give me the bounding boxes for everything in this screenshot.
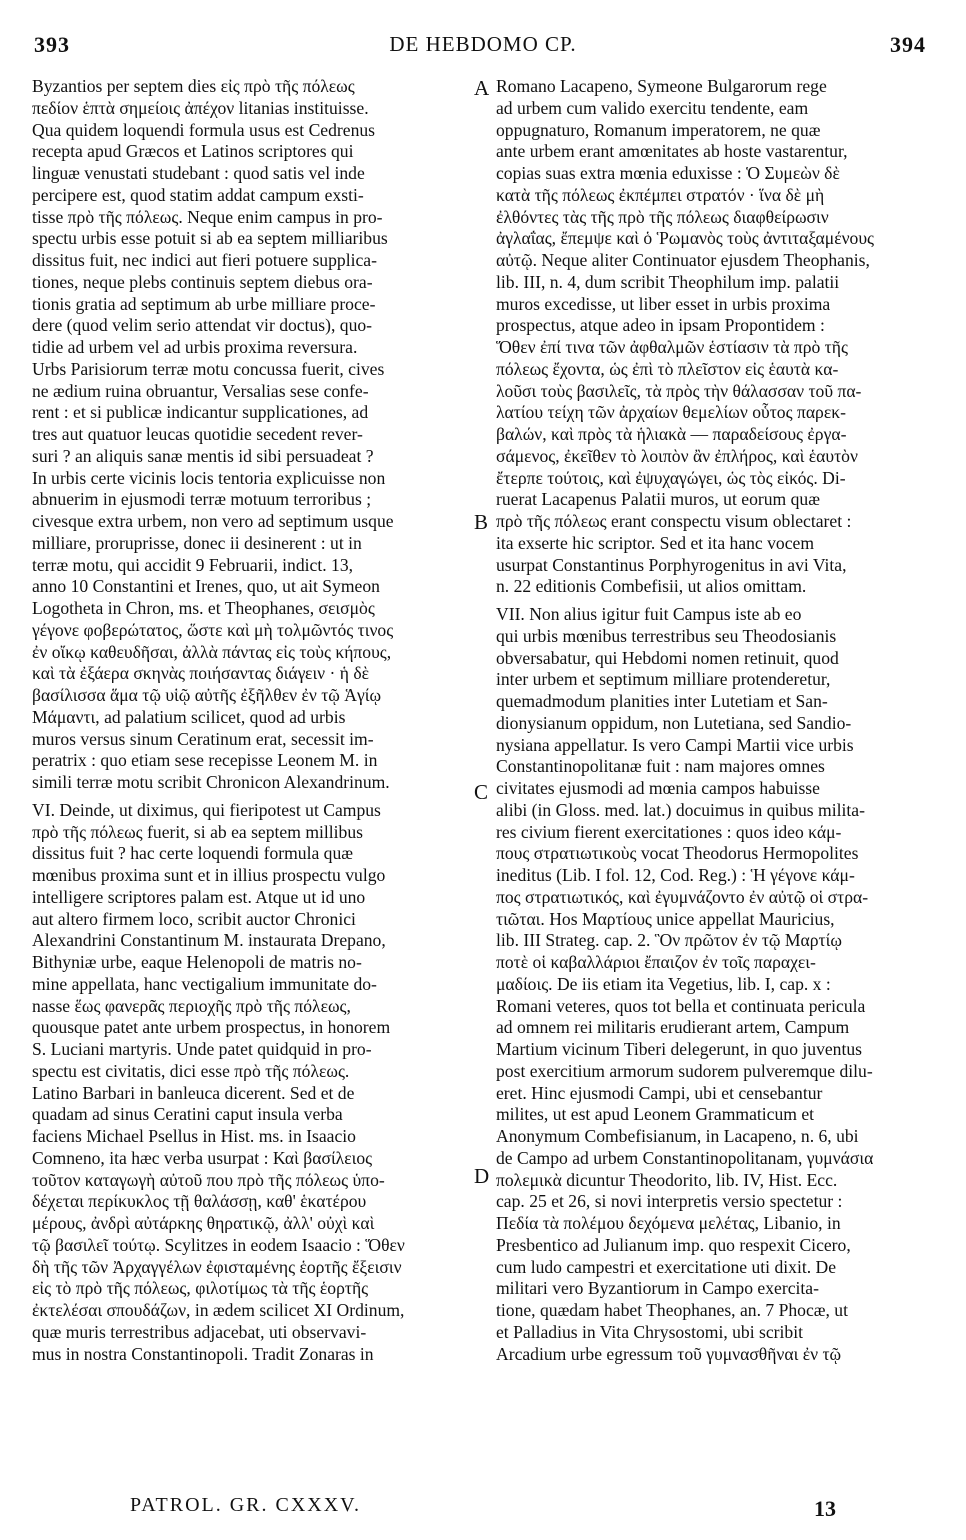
text-line: linguæ venustati studebant : quod satis vel inde	[32, 163, 365, 183]
text-line: σάμενος, ἐκεῖθεν τὸ λοιπὸν ἂν ἐπλήρος, καὶ ἑαυτὸν	[496, 445, 858, 466]
text-line: Πεδία τὰ πολέμου δεχόμενα μελέτας, Libanio, in	[496, 1213, 841, 1233]
running-title: DE HEBDOMO CP.	[389, 32, 577, 56]
text-line: πολεμικὰ dicuntur Theodorito, lib. IV, Hist. Ecc.	[496, 1169, 838, 1190]
text-line: πρὸ τῆς πόλεως erant conspectu visum oblectaret :	[496, 511, 852, 531]
text-line: recepta apud Græcos et Latinos scriptores qui	[32, 141, 354, 162]
text-line: πρὸ τῆς πόλεως fuerit, si ab ea septem millibus	[32, 821, 363, 842]
text-line: dissitus fuit ? hac certe loquendi formula quæ	[32, 843, 354, 864]
text-line: ἔτερπε τούτοις, καὶ ἐψυχαγώγει, ὡς τὸς εἰκός. Di-	[496, 467, 846, 488]
text-line: ad omnem rei militaris erudierant artem, Campum	[496, 1017, 850, 1038]
text-line: simili terræ motu scribit Chronicon Alexandrinum.	[32, 772, 390, 792]
text-line: tione, quædam habet Theophanes, an. 7 Phocæ, ut	[496, 1300, 848, 1320]
text-line: Romano Lacapeno, Symeone Bulgarorum rege	[496, 76, 827, 96]
text-line: peratrix : quo etiam sese recepisse Leonem M. in	[32, 750, 378, 771]
text-line: cum ludo campestri et exercitatione uti dixit. De	[496, 1256, 837, 1277]
text-line: qui urbis mœnibus terrestribus seu Theodosianis	[496, 625, 837, 646]
page-number-left: 393	[34, 32, 70, 57]
text-line: In urbis certe vicinis locis tentoria explicuisse non	[32, 467, 386, 488]
text-line: nasse ἕως φανερᾶς περιοχῆς πρὸ τῆς πόλεως,	[32, 995, 351, 1016]
text-line: oppugnaturo, Romanum imperatorem, ne quæ	[496, 119, 821, 140]
text-line: Μάμαντι, ad palatium scilicet, quod ad urbis	[32, 706, 346, 727]
margin-marker-b: B	[474, 510, 489, 534]
text-line: spectu est civitatis, dici esse πρὸ τῆς πόλεως.	[32, 1060, 350, 1081]
text-line: Alexandrini Constantinum M. instaurata Drepano,	[32, 930, 386, 951]
text-line: mus in nostra Constantinopoli. Tradit Zonaras in	[32, 1343, 374, 1364]
text-line: suri ? an aliquis sanæ mentis id sibi persuadeat ?	[32, 445, 374, 466]
text-line: εἰς τὸ πρὸ τῆς πόλεως, φιλοτίμως τὰ τῆς ἑορτῆς	[32, 1278, 369, 1299]
text-line: aut altero firmem loco, scribit auctor Chronici	[32, 908, 356, 929]
text-line: Latino Barbari in banleuca dicerent. Sed et de	[32, 1082, 355, 1103]
right-column	[496, 76, 936, 1365]
text-line: ruerat Lacapenus Palatii muros, ut eorum quæ	[496, 489, 820, 510]
text-line: milites, ut est apud Leonem Grammaticum et	[496, 1104, 815, 1125]
text-line: tisse πρὸ τῆς πόλεως. Neque enim campus in pro-	[32, 206, 383, 227]
text-line: μέρους, ἀνδρὶ αὐτάρκης θηρατικῷ, ἀλλ' οὐχὶ καὶ	[32, 1213, 375, 1233]
text-line: ante urbem erant amœnitates ab hoste vastarentur,	[496, 141, 848, 162]
text-line: mine appellata, hanc vectigalium immunitate do-	[32, 973, 377, 994]
text-line: τῷ βασιλεῖ τούτῳ. Scylitzes in eodem Isaacio : Ὅθεν	[32, 1234, 405, 1255]
text-line: Presbentico ad Julianum imp. quo respexit Cicero,	[496, 1234, 851, 1255]
text-line: prospectus, atque adeo in ipsam Propontidem :	[496, 315, 825, 336]
text-line: quemadmodum planities inter Lutetiam et San-	[496, 691, 828, 711]
text-line: ἐν οἴκῳ καθευδῆσαι, ἀλλὰ πάντας εἰς τοὺς κήπους,	[32, 641, 392, 662]
text-line: Arcadium urbe egressum τοῦ γυμνασθῆναι ἐν τῷ	[496, 1343, 842, 1364]
text-line: Urbs Parisiorum terræ motu concussa fuerit, cives	[32, 358, 385, 379]
margin-marker-d: D	[474, 1164, 490, 1188]
text-line: lib. III Strateg. cap. 2. Ὃν πρῶτον ἐν τῷ Μαρτίῳ	[496, 930, 842, 951]
margin-marker-a: A	[474, 76, 490, 100]
text-line: τοῦτον καταγωγὴ αὐτοῦ που πρὸ τῆς πόλεως ὑπο-	[32, 1169, 385, 1190]
text-line: Ὅθεν ἐπί τινα τῶν ἀφθαλμῶν ἑστίασιν τὰ πρὸ τῆς	[496, 337, 848, 357]
text-line: quadam ad sinus Ceratini caput insula verba	[32, 1104, 343, 1125]
text-line: cap. 25 et 26, si novi interpretis versio spectetur :	[496, 1191, 843, 1212]
text-line: tidie ad urbem vel ad urbis proxima reversura.	[32, 337, 358, 357]
text-line: militari vero Byzantiorum in Campo exercita-	[496, 1278, 819, 1299]
text-line: VII. Non alius igitur fuit Campus iste ab eo	[496, 604, 802, 624]
text-line: δὴ τῆς τῶν Ἀρχαγγέλων ἐφισταμένης ἑορτῆς ἔξεισιν	[32, 1256, 402, 1277]
text-line: terræ motu, qui accidit 9 Februarii, indict. 13,	[32, 554, 354, 575]
page-number-right: 394	[890, 32, 926, 57]
text-line: abnuerim in ejusmodi terræ motuum terroribus ;	[32, 489, 372, 510]
text-line: milliare, proruprisse, donec ii desinerent : ut in	[32, 532, 362, 553]
text-line: Qua quidem loquendi formula usus est Cedrenus	[32, 119, 376, 140]
text-line: inter urbem et septimum milliare protenderetur,	[496, 669, 831, 690]
text-line: ne ædium ruina obruantur, Versalias sese confe-	[32, 380, 369, 401]
text-line: lib. III, n. 4, dum scribit Theophilum imp. palatii	[496, 271, 840, 292]
text-line: quousque patet ante urbem prospectus, in honorem	[32, 1017, 391, 1038]
text-line: λατίου τείχη τῶν ἀρχαίων θεμελίων οὗτος παρεκ-	[496, 402, 846, 423]
text-line: ἐκτελέσαι σπουδάζων, in ædem scilicet XI Ordinum,	[32, 1300, 405, 1320]
text-line: γέγονε φοβερώτατος, ὥστε καὶ μὴ τολμῶντός τινος	[32, 619, 394, 640]
text-line: dere (quod velim serio attendat vir doctus), quo-	[32, 315, 373, 336]
text-line: alibi (in Gloss. med. lat.) docuimus in quibus milita-	[496, 799, 865, 820]
text-line: mœnibus proxima sunt et in illius prospectu vulgo	[32, 865, 386, 885]
text-line: anno 10 Constantini et Irenes, quo, ut ait Symeon	[32, 576, 380, 597]
text-line: Martium vicinum Tiberi delegerunt, in quo juventus	[496, 1039, 863, 1059]
text-line: Byzantios per septem dies εἰς πρὸ τῆς πόλεως	[32, 76, 355, 96]
text-line: ineditus (Lib. I fol. 12, Cod. Reg.) : Ἡ γέγονε κάμ-	[496, 865, 855, 885]
left-column	[32, 76, 472, 1365]
text-line: tionis gratia ad septimum ab urbe milliare proce-	[32, 293, 376, 314]
text-line: τιῶται. Hos Μαρτίους unice appellat Mauricius,	[496, 908, 835, 929]
text-line: dissitus fuit, nec indici aut fieri potuere supplica-	[32, 250, 377, 270]
text-line: tiones, neque plebs continuis septem diebus ora-	[32, 271, 373, 292]
text-line: Romani veteres, quos tot bella et continuata pericula	[496, 995, 866, 1016]
text-line: et Palladius in Vita Chrysostomi, ubi scribit	[496, 1321, 803, 1342]
text-line: intelligere scriptores palam est. Atque ut id uno	[32, 886, 366, 907]
text-line: βαλών, καὶ πρὸς τὰ ἡλιακὰ — παραδείσους ἐργα-	[496, 424, 847, 444]
text-line: Comneno, ita hæc verba usurpat : Καὶ βασίλειος	[32, 1147, 373, 1168]
text-line: πος στρατιωτικός, καὶ ἐγυμνάζοντο ἐν αὐτῷ οἱ στρα-	[496, 886, 869, 907]
text-line: Constantinopolitanæ fuit : nam majores omnes	[496, 756, 825, 777]
text-line: πόλεως ἔχοντα, ὡς ἐπὶ τὸ πλεῖστον εἰς ἑαυτὰ κα-	[496, 358, 839, 379]
footer-volume: PATROL. GR. CXXXV.	[130, 1494, 362, 1516]
text-line: dionysianum oppidum, non Lutetiana, sed Sandio-	[496, 712, 852, 733]
text-line: ἀγλαΐας, ἔπεμψε καὶ ὁ Ῥωμανὸς τοὺς ἀντιταξαμένους	[496, 228, 875, 249]
margin-marker-c: C	[474, 780, 489, 804]
text-line: βασίλισσα ἅμα τῷ υἱῷ αὐτῆς ἐξῆλθεν ἐν τῷ Ἁγίῳ	[32, 685, 382, 705]
text-line: μαδίοις. De iis etiam ita Vegetius, lib. I, cap. x :	[496, 973, 831, 994]
text-line: de Campo ad urbem Constantinopolitanam, γυμνάσια	[496, 1147, 874, 1168]
page-header	[0, 0, 966, 72]
footer-signature: 13	[814, 1496, 836, 1521]
text-line: κατὰ τῆς πόλεως ἐκπέμπει στρατόν · ἵνα δὲ μὴ	[496, 184, 825, 205]
text-line: rent : et si publicæ indicantur supplicationes, ad	[32, 402, 369, 423]
text-line: muros excedisse, ut liber esset in urbis proxima	[496, 293, 831, 314]
text-line: eret. Hinc ejusmodi Campi, ubi et censebantur	[496, 1082, 823, 1103]
text-line: copias suas extra mœnia eduxisse : Ὁ Συμεὼν δὲ	[496, 163, 840, 183]
text-line: ἐλθόντες τὰς τῆς πρὸ τῆς πόλεως διαφθείρωσιν	[496, 206, 829, 227]
text-line: πεδίον ἑπτὰ σημείοις ἀπέχον litanias instituisse.	[32, 97, 369, 118]
text-line: ad urbem cum valido exercitu tendente, eam	[496, 97, 809, 118]
text-line: καὶ τὰ ἐξάερα σκηνὰς ποιήσαντας διάγειν · ἡ δὲ	[32, 663, 370, 684]
text-line: civitates ejusmodi ad mœnia campos habuisse	[496, 778, 820, 798]
text-line: faciens Michael Psellus in Hist. ms. in Isaacio	[32, 1126, 356, 1146]
text-line: obversabatur, qui Hebdomi nomen retinuit, quod	[496, 647, 839, 668]
text-line: tres aut quatuor leucas quotidie secedent rever-	[32, 424, 363, 444]
text-line: usurpat Constantinus Porphyrogenitus in avi Vita,	[496, 554, 847, 575]
text-line: Logotheta in Chron, ms. et Theophanes, σεισμὸς	[32, 598, 375, 618]
text-line: spectu urbis esse potuit si ab ea septem milliaribus	[32, 228, 388, 249]
text-line: res civium fierent exercitationes : quos ideo κάμ-	[496, 821, 842, 842]
text-line: ποτὲ οἱ καβαλλάριοι ἔπαιζον ἐν τοῖς παραχει-	[496, 952, 816, 972]
text-line: δέχεται περίκυκλος τῇ θαλάσσῃ, καθ' ἑκατέρου	[32, 1191, 367, 1212]
text-line: percipere est, quod statim addat campum exsti-	[32, 184, 364, 205]
text-line: Anonymum Combefisianum, in Lacapeno, n. 6, ubi	[496, 1126, 859, 1146]
text-line: post exercitium armorum sudorem pulveremque dilu-	[496, 1060, 873, 1081]
text-line: λοῦσι τοὺς βασιλεῖς, τὰ πρὸς τὴν θάλασσαν τοῦ πα-	[496, 380, 862, 401]
text-line: ita exserte hic scriptor. Sed et ita hanc vocem	[496, 532, 815, 553]
text-line: αὐτῷ. Neque aliter Continuator ejusdem Theophanis,	[496, 250, 870, 270]
text-line: n. 22 editionis Combefisii, ut alios omittam.	[496, 576, 807, 597]
text-line: civesque extra urbem, non vero ad septimum usque	[32, 511, 394, 531]
text-line: VI. Deinde, ut diximus, qui fieripotest ut Campus	[32, 799, 381, 820]
text-line: Bithyniæ urbe, eaque Helenopoli de matris no-	[32, 952, 362, 972]
text-line: S. Luciani martyris. Unde patet quidquid in pro-	[32, 1039, 372, 1059]
text-line: quæ muris terrestribus adjacebat, uti observavi-	[32, 1321, 367, 1342]
text-line: muros versus sinum Ceratinum erat, secessit im-	[32, 728, 374, 749]
text-line: nysiana appellatur. Is vero Campi Martii vice urbis	[496, 734, 854, 755]
text-line: πους στρατιωτικοὺς vocat Theodorus Hermopolites	[496, 843, 859, 864]
